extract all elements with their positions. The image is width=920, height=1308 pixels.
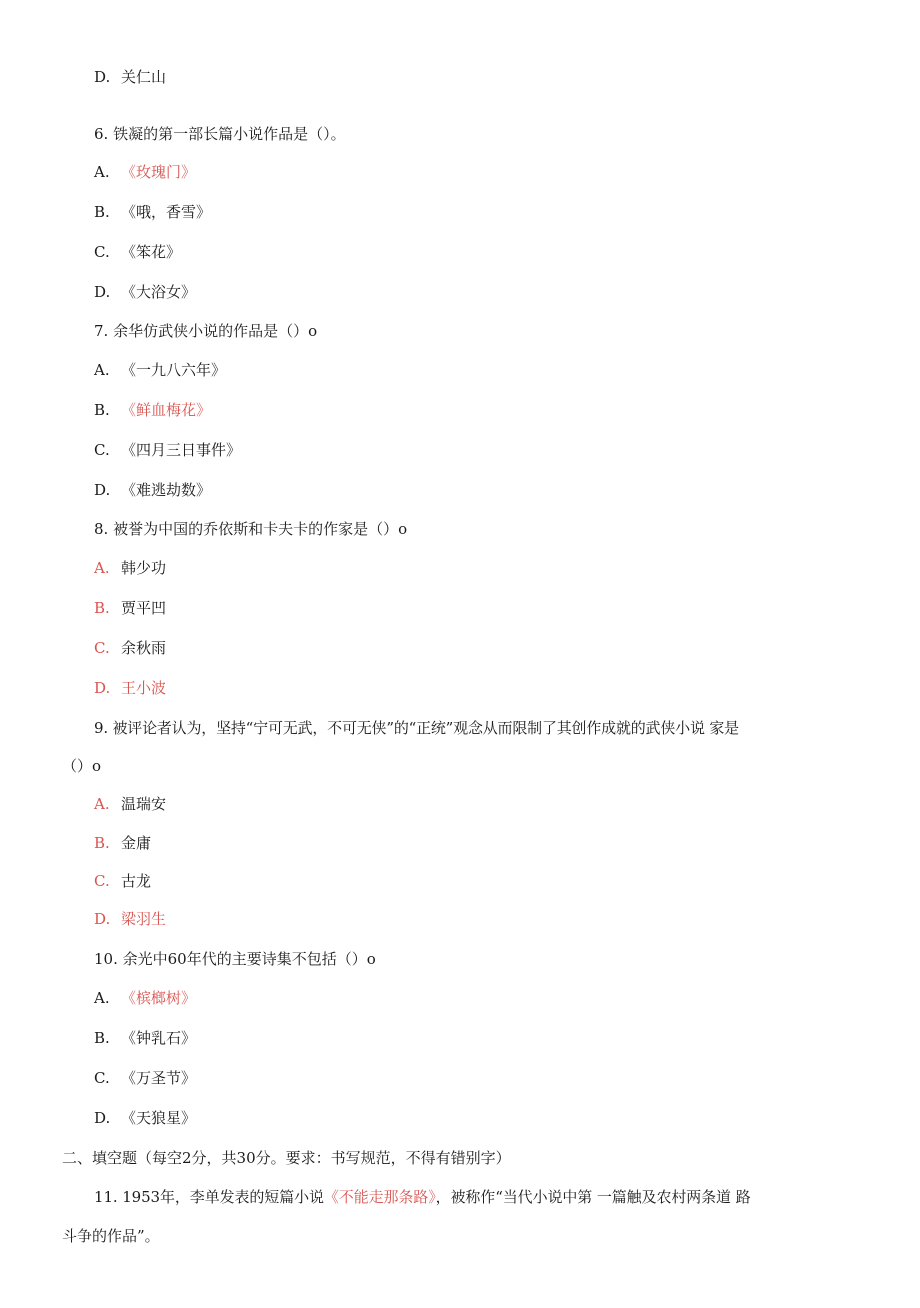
option-label: D. xyxy=(94,68,111,86)
option-label: D. xyxy=(94,679,111,697)
option-label: A. xyxy=(94,989,110,1007)
option-label: B. xyxy=(94,1029,110,1047)
option-text: 温瑞安 xyxy=(121,795,167,813)
q10-option-a xyxy=(94,988,196,1008)
q8-option-a xyxy=(94,558,166,578)
option-label: D. xyxy=(94,481,111,499)
q11-work-title: 《不能走那条路》 xyxy=(323,1188,436,1206)
q6-option-d xyxy=(94,282,196,302)
option-label: D. xyxy=(94,283,111,301)
option-text: 关仁山 xyxy=(121,68,167,86)
q8-option-b xyxy=(94,598,166,618)
q7-option-c xyxy=(94,440,241,460)
option-label: C. xyxy=(94,1069,110,1087)
option-text: 韩少功 xyxy=(121,559,167,577)
option-label: C. xyxy=(94,639,110,657)
q6-option-a xyxy=(94,162,196,182)
option-text: 《大浴女》 xyxy=(121,283,197,301)
q11-text-part1: 11. 1953年，李单发表的短篇小说 xyxy=(94,1188,324,1206)
option-text: 贾平凹 xyxy=(121,599,167,617)
q6-option-b xyxy=(94,202,211,222)
option-text: 《一九八六年》 xyxy=(121,361,227,379)
q9-option-b xyxy=(94,833,151,853)
question-11-line-2: 斗争的作品”。 xyxy=(62,1227,160,1245)
q8-option-d xyxy=(94,678,166,698)
option-text: 《笨花》 xyxy=(121,243,182,261)
option-text: 王小波 xyxy=(121,679,167,697)
option-label: A. xyxy=(94,559,110,577)
q9-option-c xyxy=(94,871,151,891)
question-11-line-1 xyxy=(94,1187,751,1207)
q11-text-part2: ，被称作“当代小说中第 一篇触及农村两条道 路 xyxy=(435,1188,751,1206)
option-label: C. xyxy=(94,243,110,261)
option-text: 《玫瑰门》 xyxy=(121,163,197,181)
q10-option-b xyxy=(94,1028,196,1048)
q6-option-c xyxy=(94,242,181,262)
q5-option-d xyxy=(94,67,166,87)
option-text: 古龙 xyxy=(121,872,152,890)
option-text: 《哦，香雪》 xyxy=(121,203,212,221)
question-9-stem-cont: （）o xyxy=(62,757,102,775)
option-label: A. xyxy=(94,163,110,181)
option-text: 金庸 xyxy=(121,834,152,852)
option-label: B. xyxy=(94,401,110,419)
q10-option-c xyxy=(94,1068,196,1088)
question-7-stem: 7. 余华仿武侠小说的作品是（）o xyxy=(94,322,318,340)
option-label: C. xyxy=(94,441,110,459)
option-text: 《万圣节》 xyxy=(121,1069,197,1087)
option-label: B. xyxy=(94,834,110,852)
option-label: D. xyxy=(94,1109,111,1127)
q7-option-b xyxy=(94,400,211,420)
option-text: 《天狼星》 xyxy=(121,1109,197,1127)
option-text: 梁羽生 xyxy=(121,910,167,928)
option-label: C. xyxy=(94,872,110,890)
option-text: 《鲜血梅花》 xyxy=(121,401,212,419)
q9-option-d xyxy=(94,909,166,929)
option-text: 余秋雨 xyxy=(121,639,167,657)
q9-option-a xyxy=(94,794,166,814)
q10-option-d xyxy=(94,1108,196,1128)
option-text: 《难逃劫数》 xyxy=(121,481,212,499)
question-6-stem: 6. 铁凝的第一部长篇小说作品是（）。 xyxy=(94,125,346,143)
q8-option-c xyxy=(94,638,166,658)
section-2-heading: 二、填空题（每空2分，共30分。要求：书写规范，不得有错别字） xyxy=(62,1149,511,1167)
question-8-stem: 8. 被誉为中国的乔依斯和卡夫卡的作家是（）o xyxy=(94,520,408,538)
q7-option-a xyxy=(94,360,226,380)
option-label: A. xyxy=(94,361,110,379)
question-9-stem: 9. 被评论者认为，坚持“宁可无武，不可无侠”的“正统”观念从而限制了其创作成就的武侠小说 家是 xyxy=(94,719,739,737)
question-10-stem: 10. 余光中60年代的主要诗集不包括（）o xyxy=(94,950,376,968)
option-text: 《钟乳石》 xyxy=(121,1029,197,1047)
q7-option-d xyxy=(94,480,211,500)
option-label: D. xyxy=(94,910,111,928)
option-text: 《四月三日事件》 xyxy=(121,441,242,459)
option-label: B. xyxy=(94,599,110,617)
option-label: B. xyxy=(94,203,110,221)
option-text: 《槟榔树》 xyxy=(121,989,197,1007)
option-label: A. xyxy=(94,795,110,813)
